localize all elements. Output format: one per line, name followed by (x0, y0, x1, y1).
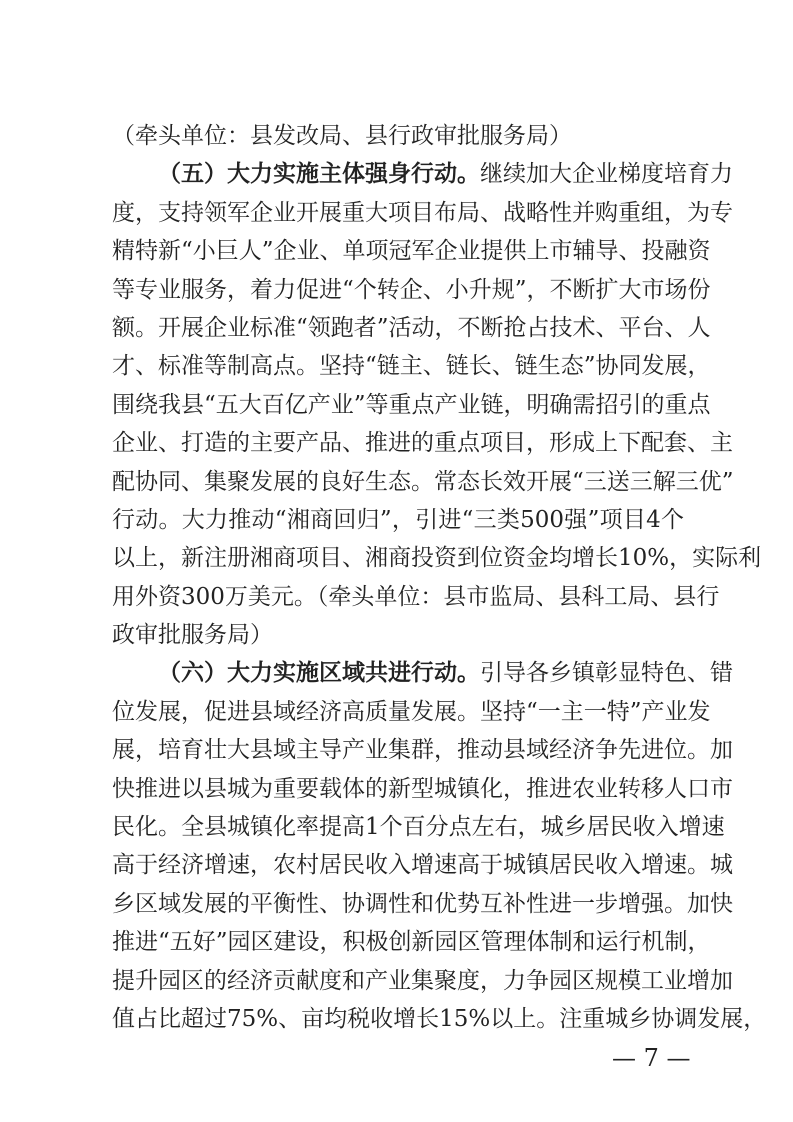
text-line (112, 885, 733, 923)
text-line (112, 463, 734, 501)
line-text: 度，支持领军企业开展重大项目布局、战略性并购重组，为专 (112, 199, 733, 226)
text-line (112, 846, 733, 884)
line-text: 推进“五好”园区建设，积极创新园区管理体制和运行机制， (112, 929, 711, 956)
line-text: 快推进以县城为重要载体的新型城镇化，推进农业转移人口市 (112, 775, 733, 802)
text-line (112, 578, 720, 616)
line-text: 乡区域发展的平衡性、协调性和优势互补性进一步增强。加快 (112, 890, 733, 917)
line-text: 民化。全县城镇化率提高1个百分点左右，城乡居民收入增速 (112, 814, 725, 841)
line-text: 位发展，促进县域经济高质量发展。坚持“一主一特”产业发 (112, 698, 711, 725)
line-text: 等专业服务，着力促进“个转企、小升规”，不断扩大市场份 (112, 276, 711, 303)
line-text: （牵头单位：县发改局、县行政审批服务局） (112, 123, 572, 149)
text-line (112, 424, 733, 462)
text-line (112, 155, 733, 193)
text-line (112, 693, 711, 731)
text-line (112, 194, 733, 232)
text-line (112, 808, 725, 846)
line-text: 精特新“小巨人”企业、单项冠军企业提供上市辅导、投融资 (112, 238, 711, 265)
line-text: 企业、打造的主要产品、推进的重点项目，形成上下配套、主 (112, 430, 733, 457)
text-line (112, 770, 733, 808)
line-text: 配协同、集聚发展的良好生态。常态长效开展“三送三解三优” (112, 468, 734, 495)
line-text: 提升园区的经济贡献度和产业集聚度，力争园区规模工业增加 (112, 967, 733, 994)
line-text: 额。开展企业标准“领跑者”活动，不断抢占技术、平台、人 (112, 314, 711, 341)
text-line (112, 923, 711, 961)
line-text: 行动。大力推动“湘商回归”，引进“三类500强”项目4个 (112, 506, 684, 533)
text-line (112, 654, 733, 692)
text-line (112, 347, 711, 385)
text-line (112, 309, 711, 347)
text-line (112, 386, 711, 424)
text-line (112, 731, 733, 769)
text-line (112, 962, 733, 1000)
text-line (112, 1000, 767, 1038)
section-heading: （五）大力实施主体强身行动。 (158, 161, 480, 188)
line-text: 政审批服务局） (112, 622, 273, 649)
section-heading: （六）大力实施区域共进行动。 (158, 660, 480, 687)
text-line (112, 501, 684, 539)
line-text: 才、标准等制高点。坚持“链主、链长、链生态”协同发展， (112, 353, 711, 380)
text-line (112, 232, 711, 270)
page-number: — 7 — (612, 1044, 691, 1072)
line-text: 继续加大企业梯度培育力 (480, 161, 733, 188)
document-body (112, 117, 767, 1038)
line-text: 值占比超过75%、亩均税收增长15%以上。注重城乡协调发展， (112, 1005, 767, 1032)
line-text: 引导各乡镇彰显特色、错 (480, 660, 733, 687)
line-text: 展，培育壮大县域主导产业集群，推动县域经济争先进位。加 (112, 737, 733, 764)
text-line (112, 539, 762, 577)
line-text: 高于经济增速，农村居民收入增速高于城镇居民收入增速。城 (112, 852, 733, 879)
line-text: 以上，新注册湘商项目、湘商投资到位资金均增长10%，实际利 (112, 545, 762, 572)
text-line (112, 616, 684, 654)
line-text: 用外资300万美元。（牵头单位：县市监局、县科工局、县行 (112, 583, 720, 610)
text-line (112, 117, 684, 155)
line-text: 围绕我县“五大百亿产业”等重点产业链，明确需招引的重点 (112, 391, 711, 418)
text-line (112, 271, 711, 309)
